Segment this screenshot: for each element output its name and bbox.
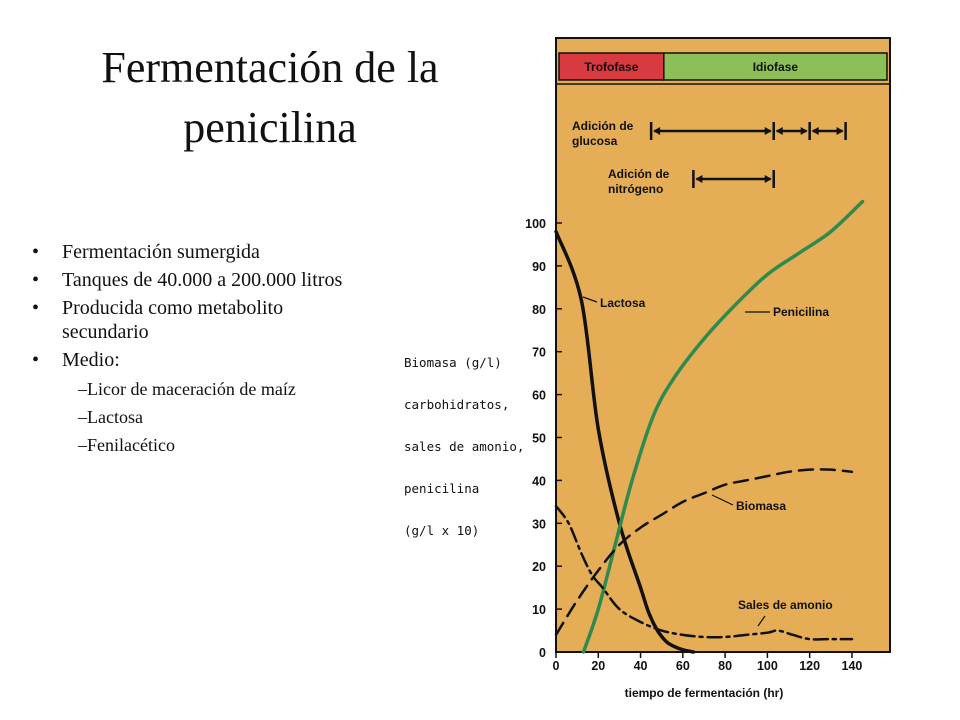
sub-bullet-item: –Fenilacético — [78, 435, 175, 455]
y-axis-label-line: Biomasa (g/l) — [404, 355, 502, 370]
series-label: Sales de amonio — [738, 598, 833, 612]
y-tick-label: 30 — [532, 517, 546, 532]
y-tick-label: 20 — [532, 560, 546, 575]
y-tick-label: 60 — [532, 388, 546, 403]
bullet-item: • Producida como metabolito — [30, 296, 482, 320]
sub-bullet-item: –Lactosa — [78, 407, 143, 427]
y-tick-label: 100 — [525, 217, 546, 231]
y-tick-label: 90 — [532, 259, 546, 274]
x-tick-label: 0 — [552, 659, 560, 673]
series-label: Penicilina — [773, 305, 830, 319]
sub-bullet-item: –Licor de maceración de maíz — [78, 379, 296, 399]
bullet-item-continuation: secundario — [62, 321, 149, 343]
addition-label-line: glucosa — [572, 134, 618, 148]
x-tick-label: 40 — [633, 659, 648, 673]
x-tick-label: 100 — [756, 659, 778, 673]
phase-label: Idiofase — [752, 60, 799, 74]
x-tick-label: 140 — [841, 659, 863, 673]
y-tick-label: 10 — [532, 603, 546, 618]
x-tick-label: 120 — [799, 659, 821, 673]
phase-label: Trofofase — [584, 60, 639, 74]
addition-label-line: nitrógeno — [608, 182, 664, 196]
y-axis-label-line: carbohidratos, — [404, 397, 510, 412]
x-tick-label: 60 — [675, 659, 690, 673]
y-axis-label-line: sales de amonio, — [404, 439, 525, 454]
slide-title-line-2: penicilina — [183, 103, 357, 152]
series-label: Biomasa — [736, 499, 787, 513]
y-axis-label-line: (g/l x 10) — [404, 523, 480, 538]
y-tick-label: 70 — [532, 345, 546, 360]
slide-title-line-1: Fermentación de la — [101, 43, 439, 92]
addition-label-line: Adición de — [572, 119, 634, 133]
addition-label — [608, 167, 670, 196]
y-tick-label: 50 — [532, 431, 546, 446]
bullet-item: • Fermentación sumergida — [30, 240, 482, 264]
x-tick-label: 20 — [591, 659, 606, 673]
x-axis-label: tiempo de fermentación (hr) — [624, 686, 784, 700]
bullet-item: • Tanques de 40.000 a 200.000 litros — [30, 268, 482, 292]
series-label: Lactosa — [600, 296, 646, 310]
x-tick-label: 80 — [718, 659, 733, 673]
addition-label-line: Adición de — [608, 167, 670, 181]
y-axis-label-line: penicilina — [404, 481, 480, 496]
y-tick-label: 0 — [539, 646, 546, 660]
y-tick-label: 80 — [532, 302, 546, 317]
bullet-item: • Medio: — [30, 348, 482, 372]
y-tick-label: 40 — [532, 474, 546, 489]
